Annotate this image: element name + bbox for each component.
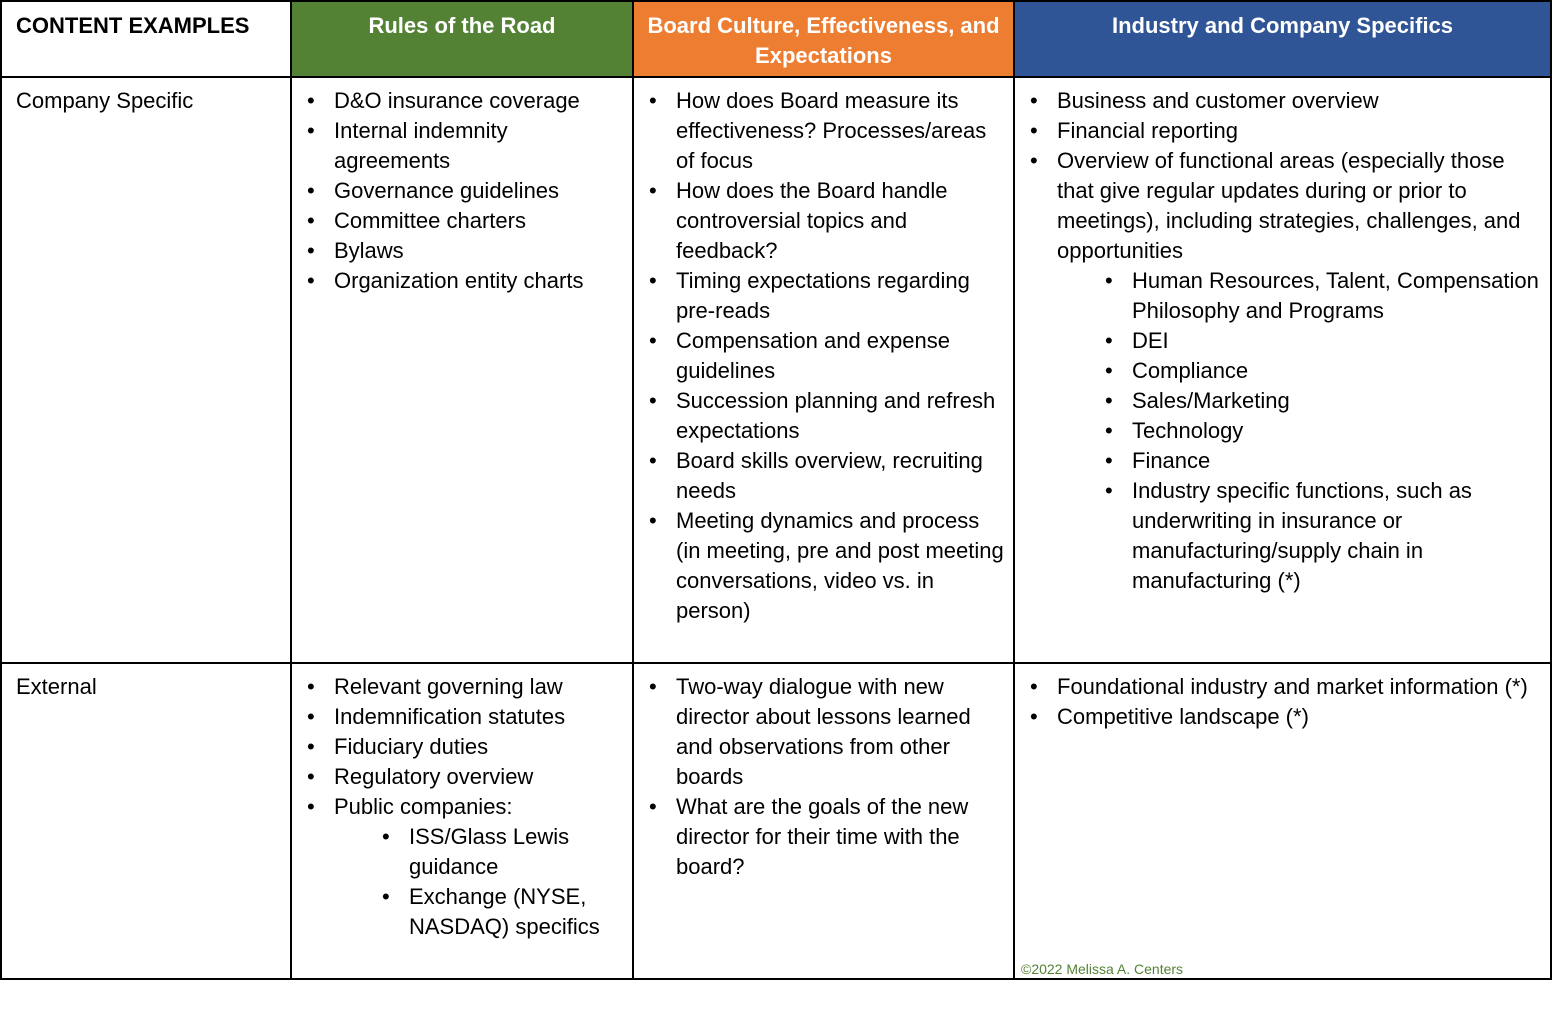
list-item-text: Public companies: (334, 794, 513, 819)
list-item: • Compensation and expense guidelines (676, 326, 1005, 386)
row-external (1, 663, 1551, 979)
bullet-list (1015, 664, 1550, 732)
list-item: • How does Board measure its effectiveness? Processes/areas of focus (676, 86, 1005, 176)
list-item: • Foundational industry and market information (*) (1057, 672, 1542, 702)
sub-list-item: • Industry specific functions, such as underwriting in insurance or manufacturing/supply chain in manufacturing (*) (1132, 476, 1542, 596)
bullet-list (634, 664, 1013, 882)
row-label-cell (1, 663, 291, 979)
list-item: • Governance guidelines (334, 176, 624, 206)
list-item: • Fiduciary duties (334, 732, 624, 762)
list-item: • Timing expectations regarding pre-reads (676, 266, 1005, 326)
header-rules-label: Rules of the Road (368, 13, 556, 38)
list-item: • Indemnification statutes (334, 702, 624, 732)
header-industry-company (1014, 1, 1551, 77)
company-rules-cell (291, 77, 633, 663)
header-industry-label: Industry and Company Specifics (1111, 13, 1454, 38)
list-item-text: Overview of functional areas (especially those that give regular updates during or prior to meetings), including strategies, challenges, and opportunities (1057, 148, 1521, 263)
list-item: • Two-way dialogue with new director about lessons learned and observations from other boards (676, 672, 1005, 792)
list-item: • D&O insurance coverage (334, 86, 624, 116)
copyright-notice: ©2022 Melissa A. Centers (1021, 961, 1184, 977)
header-board-culture (633, 1, 1014, 77)
bullet-list (292, 78, 632, 296)
header-corner (1, 1, 291, 77)
list-item: • What are the goals of the new director for their time with the board? (676, 792, 1005, 882)
external-rules-cell (291, 663, 633, 979)
list-item: • Business and customer overview (1057, 86, 1542, 116)
list-item: • Financial reporting (1057, 116, 1542, 146)
sub-list-item: • Compliance (1132, 356, 1542, 386)
sub-list-item: • Technology (1132, 416, 1542, 446)
list-item: • How does the Board handle controversial topics and feedback? (676, 176, 1005, 266)
list-item: • Competitive landscape (*) (1057, 702, 1542, 732)
external-industry-cell (1014, 663, 1551, 979)
sub-list-item: • Sales/Marketing (1132, 386, 1542, 416)
row-label: External (16, 674, 97, 699)
sub-list-item: • Exchange (NYSE, NASDAQ) specifics (409, 882, 624, 942)
list-item: • Relevant governing law (334, 672, 624, 702)
external-culture-cell (633, 663, 1014, 979)
sub-list-item: • Finance (1132, 446, 1542, 476)
bullet-list (1015, 78, 1550, 596)
row-company-specific (1, 77, 1551, 663)
header-rules-of-the-road (291, 1, 633, 77)
company-industry-cell (1014, 77, 1551, 663)
list-item: • Succession planning and refresh expectations (676, 386, 1005, 446)
list-item: • Organization entity charts (334, 266, 624, 296)
sub-list-item: • Human Resources, Talent, Compensation Philosophy and Programs (1132, 266, 1542, 326)
bullet-list (292, 664, 632, 942)
row-label: Company Specific (16, 88, 194, 113)
row-label-cell (1, 77, 291, 663)
list-item: • Meeting dynamics and process (in meeting, pre and post meeting conversations, video vs. in person) (676, 506, 1005, 626)
sub-list-item: • DEI (1132, 326, 1542, 356)
list-item (1057, 146, 1542, 596)
bullet-list (634, 78, 1013, 626)
header-corner-label: CONTENT EXAMPLES (16, 13, 250, 38)
list-item: • Regulatory overview (334, 762, 624, 792)
sub-bullet-list (1057, 266, 1542, 596)
list-item (334, 792, 624, 942)
header-culture-label: Board Culture, Effectiveness, and Expectations (647, 13, 1000, 68)
sub-list-item: • ISS/Glass Lewis guidance (409, 822, 624, 882)
list-item: • Committee charters (334, 206, 624, 236)
sub-bullet-list (334, 822, 624, 942)
company-culture-cell (633, 77, 1014, 663)
list-item: • Internal indemnity agreements (334, 116, 624, 176)
header-row (1, 1, 1551, 77)
list-item: • Board skills overview, recruiting needs (676, 446, 1005, 506)
list-item: • Bylaws (334, 236, 624, 266)
